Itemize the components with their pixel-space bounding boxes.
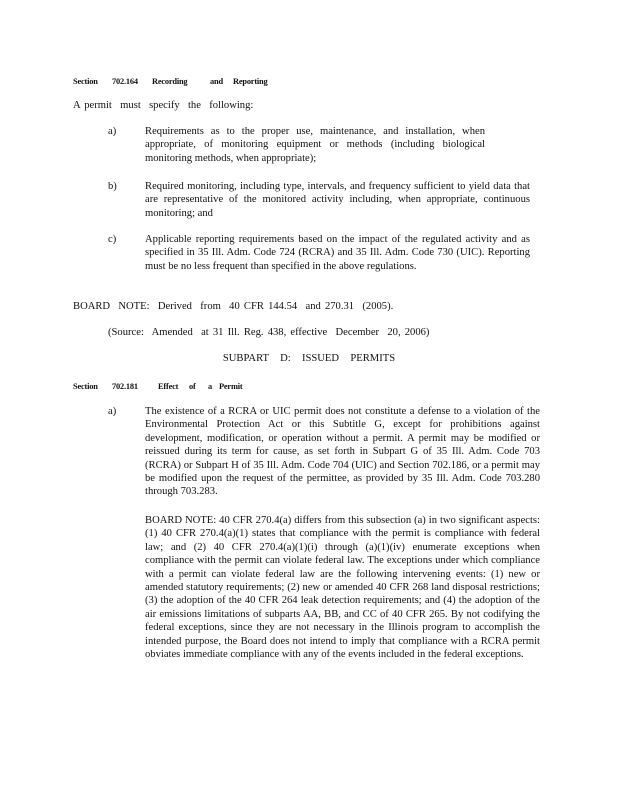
section-title-word: of	[189, 382, 196, 391]
section-word: Section	[73, 382, 98, 391]
item-label-b: b)	[108, 181, 117, 192]
item-text-b: Required monitoring, including type, intervals, and frequency sufficient to yield data that are representative of the monitored activity including, when appropriate, continuous monitoring; and	[145, 181, 530, 219]
section-title-word: Permit	[219, 382, 243, 391]
section-title-word: and	[210, 77, 223, 86]
effect-of-permit-paragraph: The existence of a RCRA or UIC permit does not constitute a defense to a violation of the Environmental Protection Act or this Subtitle G, except for prohibitions against development, modification, or operation without a permit. A permit may be modified or reissued during its term for cause, as set forth in Subpart G of 35 Ill. Adm. Code 703 (RCRA) or Subpart H of 35 Ill. Adm. Code 704 (UIC) and Section 702.186, or a permit may be modified upon the request of the permittee, as provided by 35 Ill. Adm. Code 703.280 through 703.283.	[145, 406, 540, 498]
section-title-word: Effect	[158, 382, 179, 391]
section-title-word: Recording	[152, 77, 188, 86]
item-text-c: Applicable reporting requirements based on the impact of the regulated activity and as specified in 35 Ill. Adm. Code 724 (RCRA) and 35 Ill. Adm. Code 730 (UIC). Reporting must be no less frequent than specified in the above regulations.	[145, 234, 530, 272]
board-note: BOARD NOTE: Derived from 40 CFR 144.54 and 270.31 (2005).	[73, 301, 394, 312]
item-label-c: c)	[108, 234, 117, 245]
section-word: Section	[73, 77, 98, 86]
section-number: 702.181	[112, 382, 138, 391]
subpart-heading: SUBPART D: ISSUED PERMITS	[222, 353, 396, 364]
section-intro: A permit must specify the following:	[73, 100, 254, 111]
item-label-a: a)	[108, 126, 117, 137]
source-note: (Source: Amended at 31 Ill. Reg. 438, effective December 20, 2006)	[108, 327, 430, 338]
board-note-702-181: BOARD NOTE: 40 CFR 270.4(a) differs from this subsection (a) in two significant aspects: (1) 40 CFR 270.4(a)(1) states that compliance with the permit is compliance with federal law; and (2) 40 CFR 270.4(a)(1)(i) through (a)(1)(iv) enumerate exceptions when compliance with the permit can violate federal law. The exceptions under which compliance with a permit can violate federal law are the following intervening events: (1) new or amended statutory requirements; (2) new or amended 40 CFR 268 land disposal restrictions; (3) the adoption of the 40 CFR 264 leak detection requirements; and (4) the adoption of the air emissions limitations of subparts AA, BB, and CC of 40 CFR 265. By not codifying the federal exceptions, since they are not necessary in the Illinois program to accomplish the intended purpose, the Board does not intend to imply that compliance with a RCRA permit obviates immediate compliance with any of the events included in the federal exceptions.	[145, 515, 540, 661]
item-label-a-702-181: a)	[108, 406, 117, 417]
section-number: 702.164	[112, 77, 138, 86]
section-title-word: Reporting	[233, 77, 268, 86]
item-text-a: Requirements as to the proper use, maintenance, and installation, when appropriate, of monitoring equipment or methods (including biological monitoring methods, when appropriate);	[145, 126, 485, 164]
section-title-word: a	[208, 382, 212, 391]
